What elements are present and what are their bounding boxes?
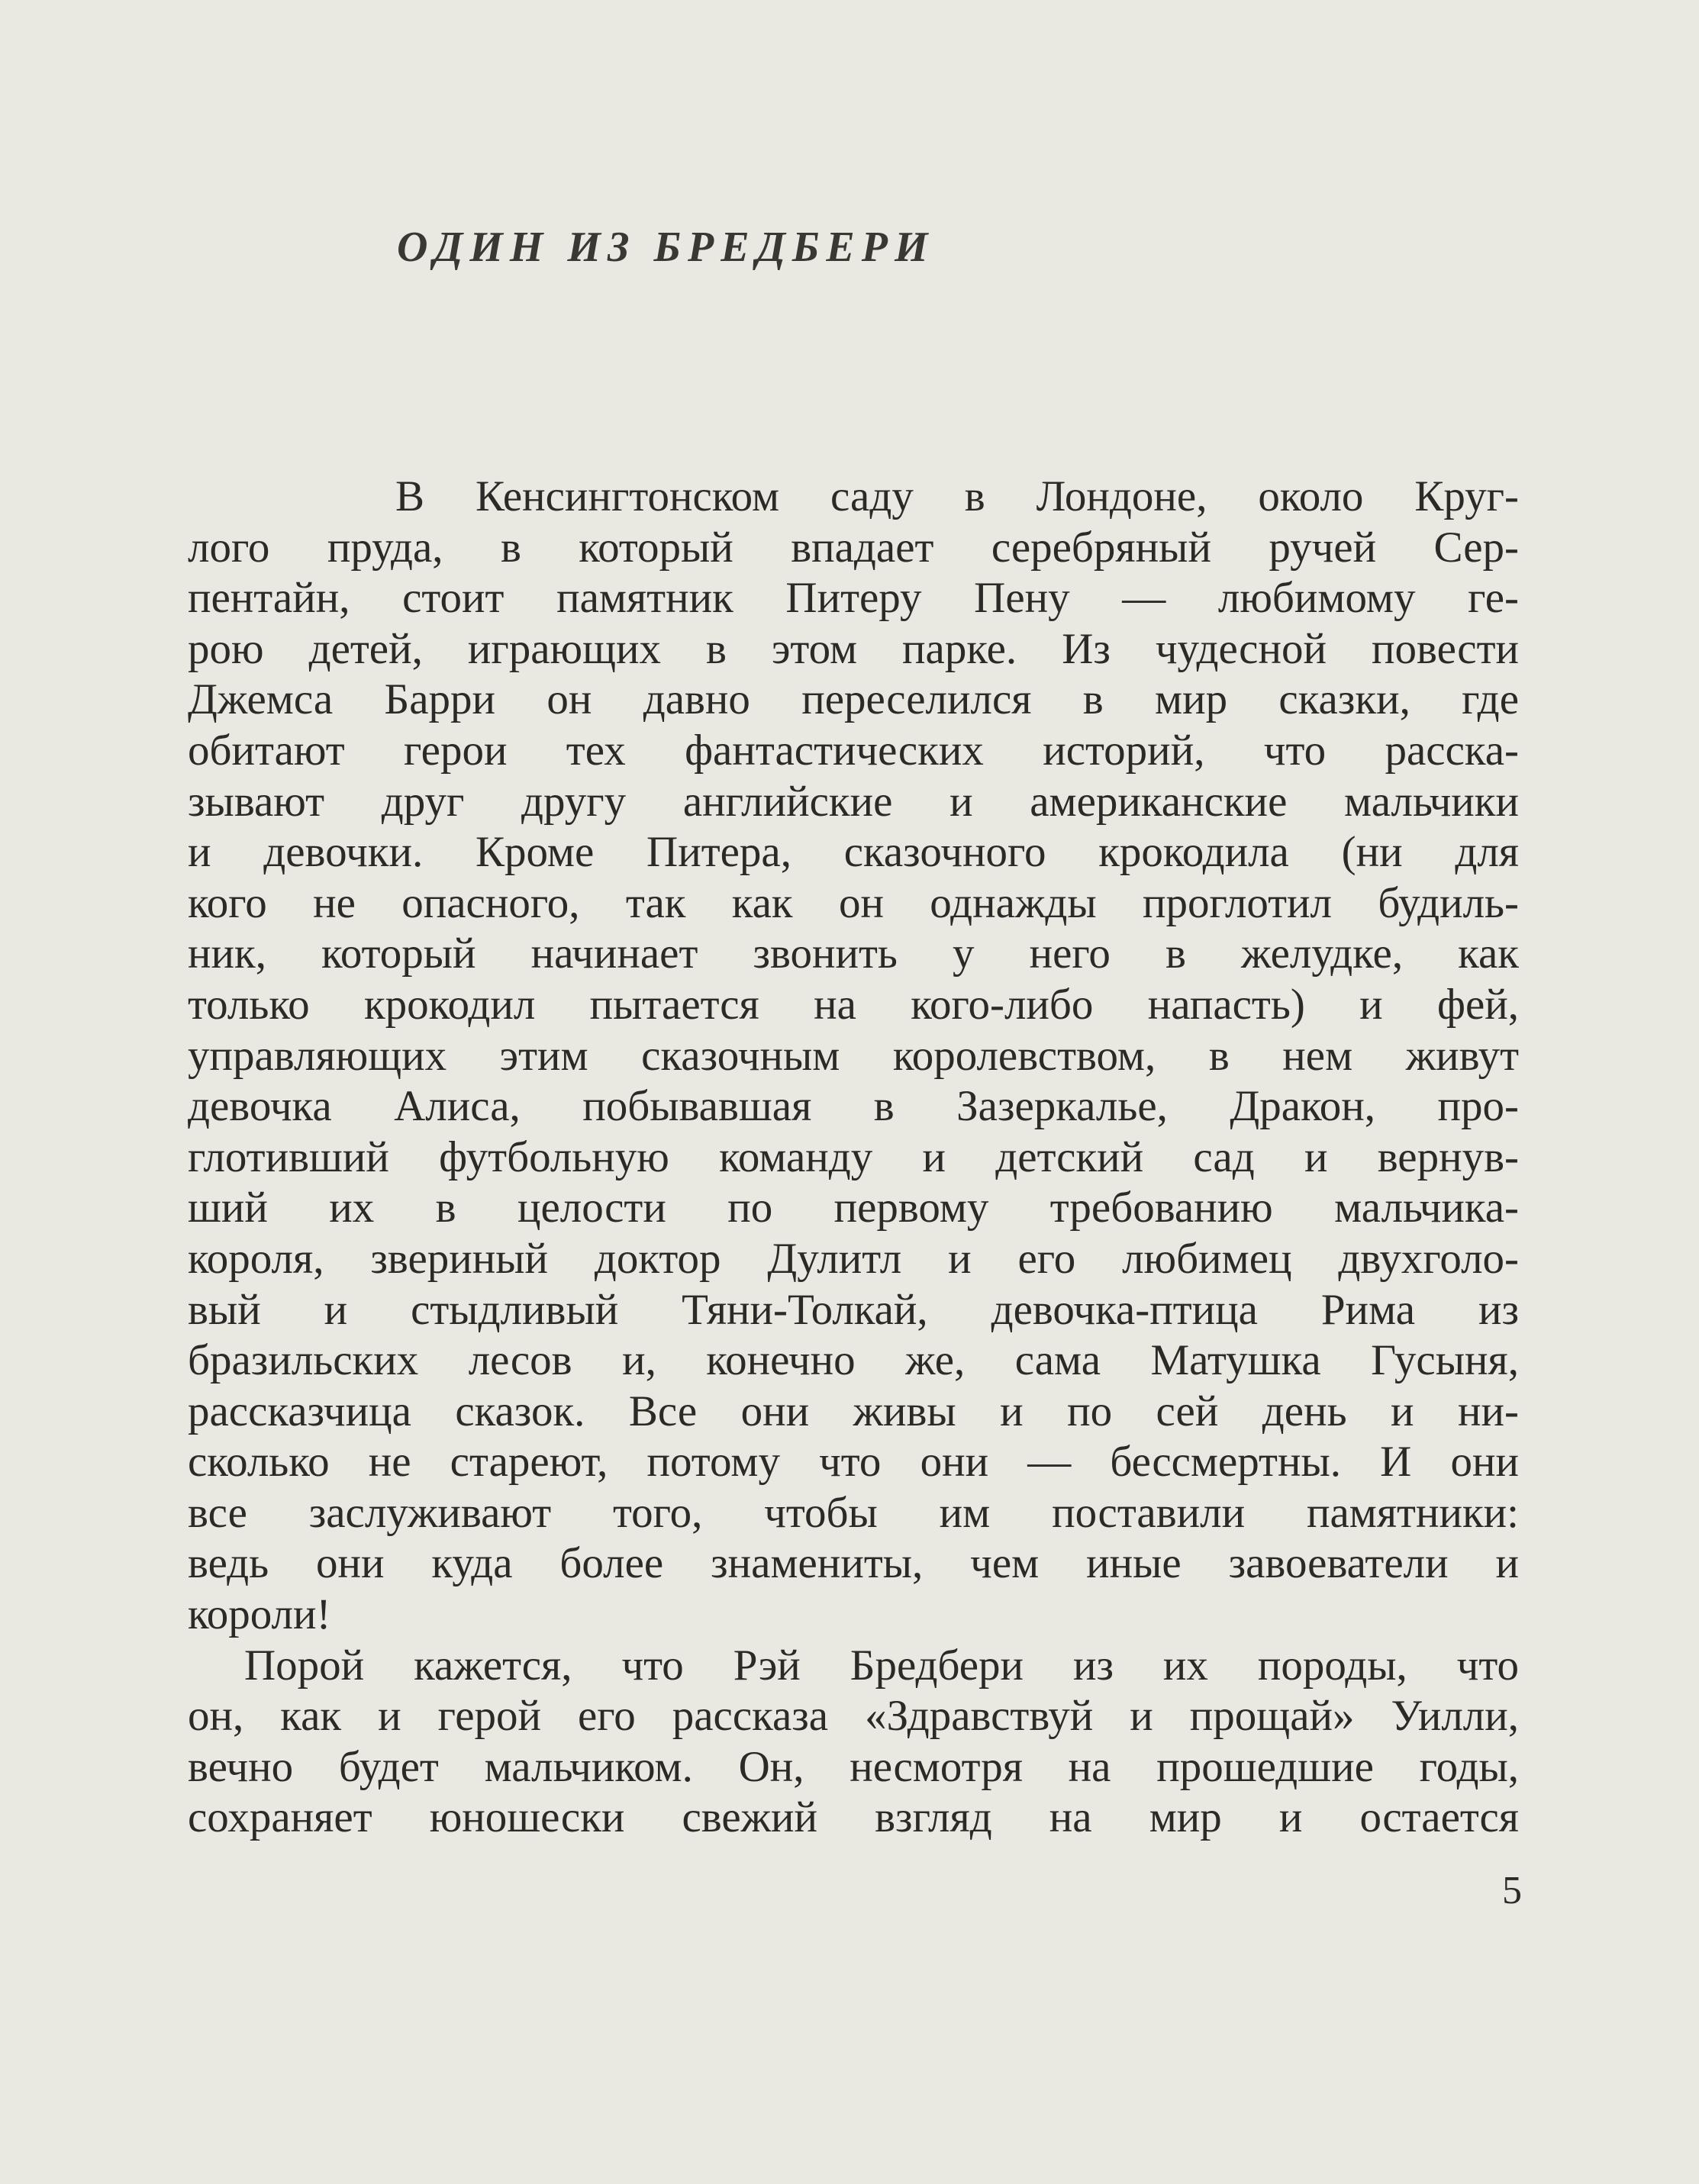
text-line: короли! bbox=[188, 1590, 331, 1639]
text-line: В Кенсингтонском саду в Лондоне, около Круг- bbox=[395, 472, 1519, 520]
text-line: глотивший футбольную команду и детский сад и вернув- bbox=[188, 1132, 1519, 1181]
text-line: ший их в целости по первому требованию мальчика- bbox=[188, 1184, 1519, 1232]
text-line: пентайн, стоит памятник Питеру Пену — любимому ге- bbox=[188, 574, 1519, 623]
chapter-title: ОДИН ИЗ БРЕДБЕРИ bbox=[397, 224, 935, 271]
text-line: вечно будет мальчиком. Он, несмотря на прошедшие годы, bbox=[188, 1742, 1519, 1791]
text-line: кого не опасного, так как он однажды проглотил будиль- bbox=[188, 878, 1519, 927]
text-line: он, как и герой его рассказа «Здравствуй и прощай» Уилли, bbox=[188, 1692, 1519, 1741]
text-line: управляющих этим сказочным королевством, в нем живут bbox=[188, 1031, 1519, 1080]
text-line: короля, звериный доктор Дулитл и его любимец двухголо- bbox=[188, 1234, 1519, 1283]
text-line: лого пруда, в который впадает серебряный ручей Сер- bbox=[188, 523, 1519, 572]
text-line: и девочки. Кроме Питера, сказочного крокодила (ни для bbox=[188, 828, 1519, 877]
text-line: рою детей, играющих в этом парке. Из чудесной повести bbox=[188, 624, 1519, 673]
text-line: обитают герои тех фантастических историй, что расска- bbox=[188, 726, 1519, 775]
page-number: 5 bbox=[1502, 1869, 1522, 1912]
text-line: только крокодил пытается на кого-либо напасть) и фей, bbox=[188, 980, 1519, 1029]
body-text bbox=[188, 472, 1519, 1844]
text-line: ник, который начинает звонить у него в желудке, как bbox=[188, 929, 1519, 978]
text-line: Порой кажется, что Рэй Бредбери из их породы, что bbox=[244, 1641, 1519, 1690]
text-line: сколько не стареют, потому что они — бессмертны. И они bbox=[188, 1438, 1519, 1487]
text-line: бразильских лесов и, конечно же, сама Матушка Гусыня, bbox=[188, 1336, 1519, 1385]
text-line: ведь они куда более знамениты, чем иные завоеватели и bbox=[188, 1539, 1519, 1588]
text-line: все заслуживают того, чтобы им поставили памятники: bbox=[188, 1488, 1519, 1537]
text-line: вый и стыдливый Тяни-Толкай, девочка-птица Рима из bbox=[188, 1285, 1519, 1334]
text-line: Джемса Барри он давно переселился в мир сказки, где bbox=[188, 675, 1519, 724]
text-line: сохраняет юношески свежий взгляд на мир и остается bbox=[188, 1793, 1519, 1842]
text-line: девочка Алиса, побывавшая в Зазеркалье, Дракон, про- bbox=[188, 1082, 1519, 1131]
text-line: рассказчица сказок. Все они живы и по сей день и ни- bbox=[188, 1387, 1519, 1435]
text-line: зывают друг другу английские и американские мальчики bbox=[188, 777, 1519, 826]
